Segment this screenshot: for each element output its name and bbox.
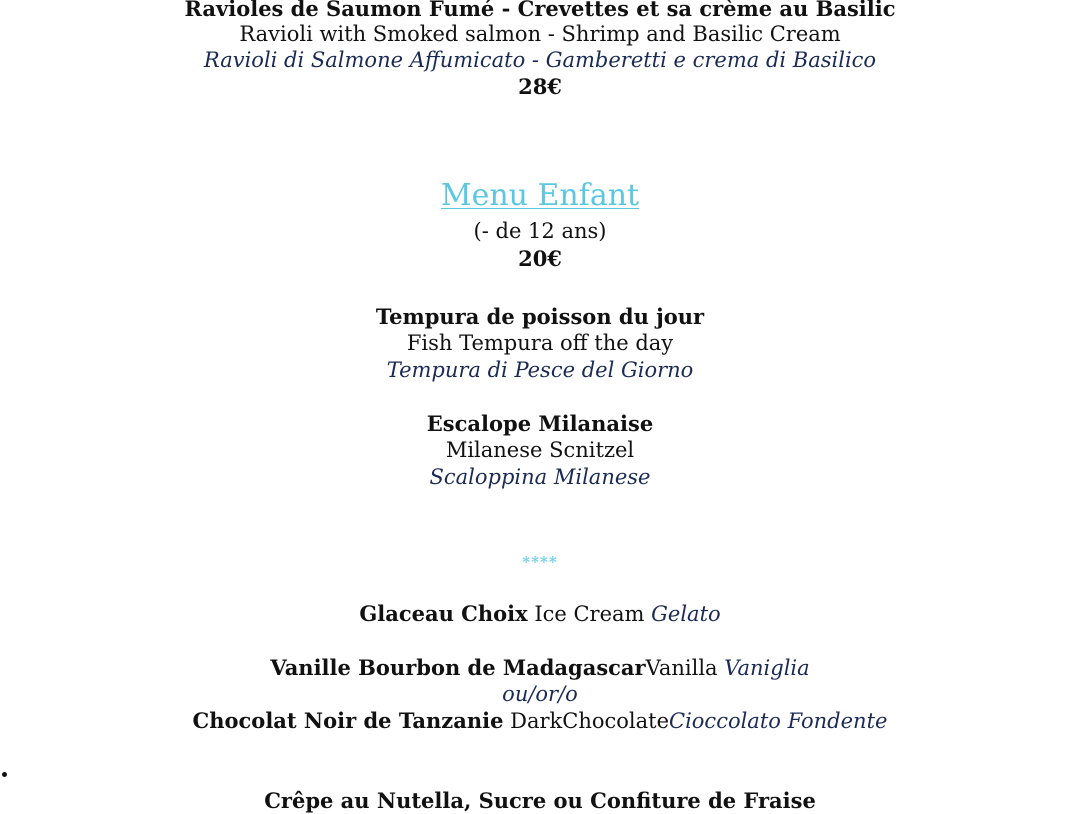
dessert-chocolate-line — [0, 708, 1080, 734]
dessert-chocolate-french: Chocolat Noir de Tanzanie — [192, 708, 504, 733]
main-2-english: Milanese Scnitzel — [445, 438, 635, 462]
dessert-ice-cream-english: Ice Cream — [527, 602, 652, 626]
scan-speck — [2, 772, 7, 777]
dessert-vanilla-line — [0, 655, 1080, 681]
dessert-ice-cream-line — [0, 601, 1080, 627]
dessert-vanilla-french: Vanille Bourbon de Madagascar — [270, 655, 646, 680]
main-1-french: Tempura de poisson du jour — [375, 304, 705, 329]
dessert-crepe-french: Crêpe au Nutella, Sucre ou Confiture de Fraise — [264, 788, 816, 813]
main-2-french: Escalope Milanaise — [426, 411, 654, 436]
top-dish-italian: Ravioli di Salmone Affumicato - Gamberetti e crema di Basilico — [203, 48, 877, 72]
main-2-italian: Scaloppina Milanese — [429, 465, 651, 489]
dessert-chocolate-english: DarkChocolate — [503, 709, 669, 733]
main-1-italian: Tempura di Pesce del Giorno — [386, 358, 694, 382]
dessert-ice-cream-french: Glaceau Choix — [359, 601, 528, 626]
dessert-vanilla-italian: Vaniglia — [724, 656, 810, 680]
dessert-or-text: ou/or/o — [502, 682, 578, 706]
top-dish-french: Ravioles de Saumon Fumé - Crevettes et sa crème au Basilic — [184, 0, 896, 21]
top-dish-english: Ravioli with Smoked salmon - Shrimp and Basilic Cream — [239, 22, 841, 46]
separator-stars: **** — [522, 553, 558, 571]
top-dish-price: 28€ — [518, 74, 562, 99]
dessert-vanilla-english: Vanilla — [645, 656, 725, 680]
main-1-english: Fish Tempura off the day — [406, 331, 674, 355]
kids-menu-age: (- de 12 ans) — [473, 219, 607, 243]
dessert-ice-cream-italian: Gelato — [651, 602, 721, 626]
kids-menu-title: Menu Enfant — [440, 178, 640, 213]
dessert-chocolate-italian: Cioccolato Fondente — [669, 709, 888, 733]
kids-menu-price: 20€ — [518, 246, 562, 271]
